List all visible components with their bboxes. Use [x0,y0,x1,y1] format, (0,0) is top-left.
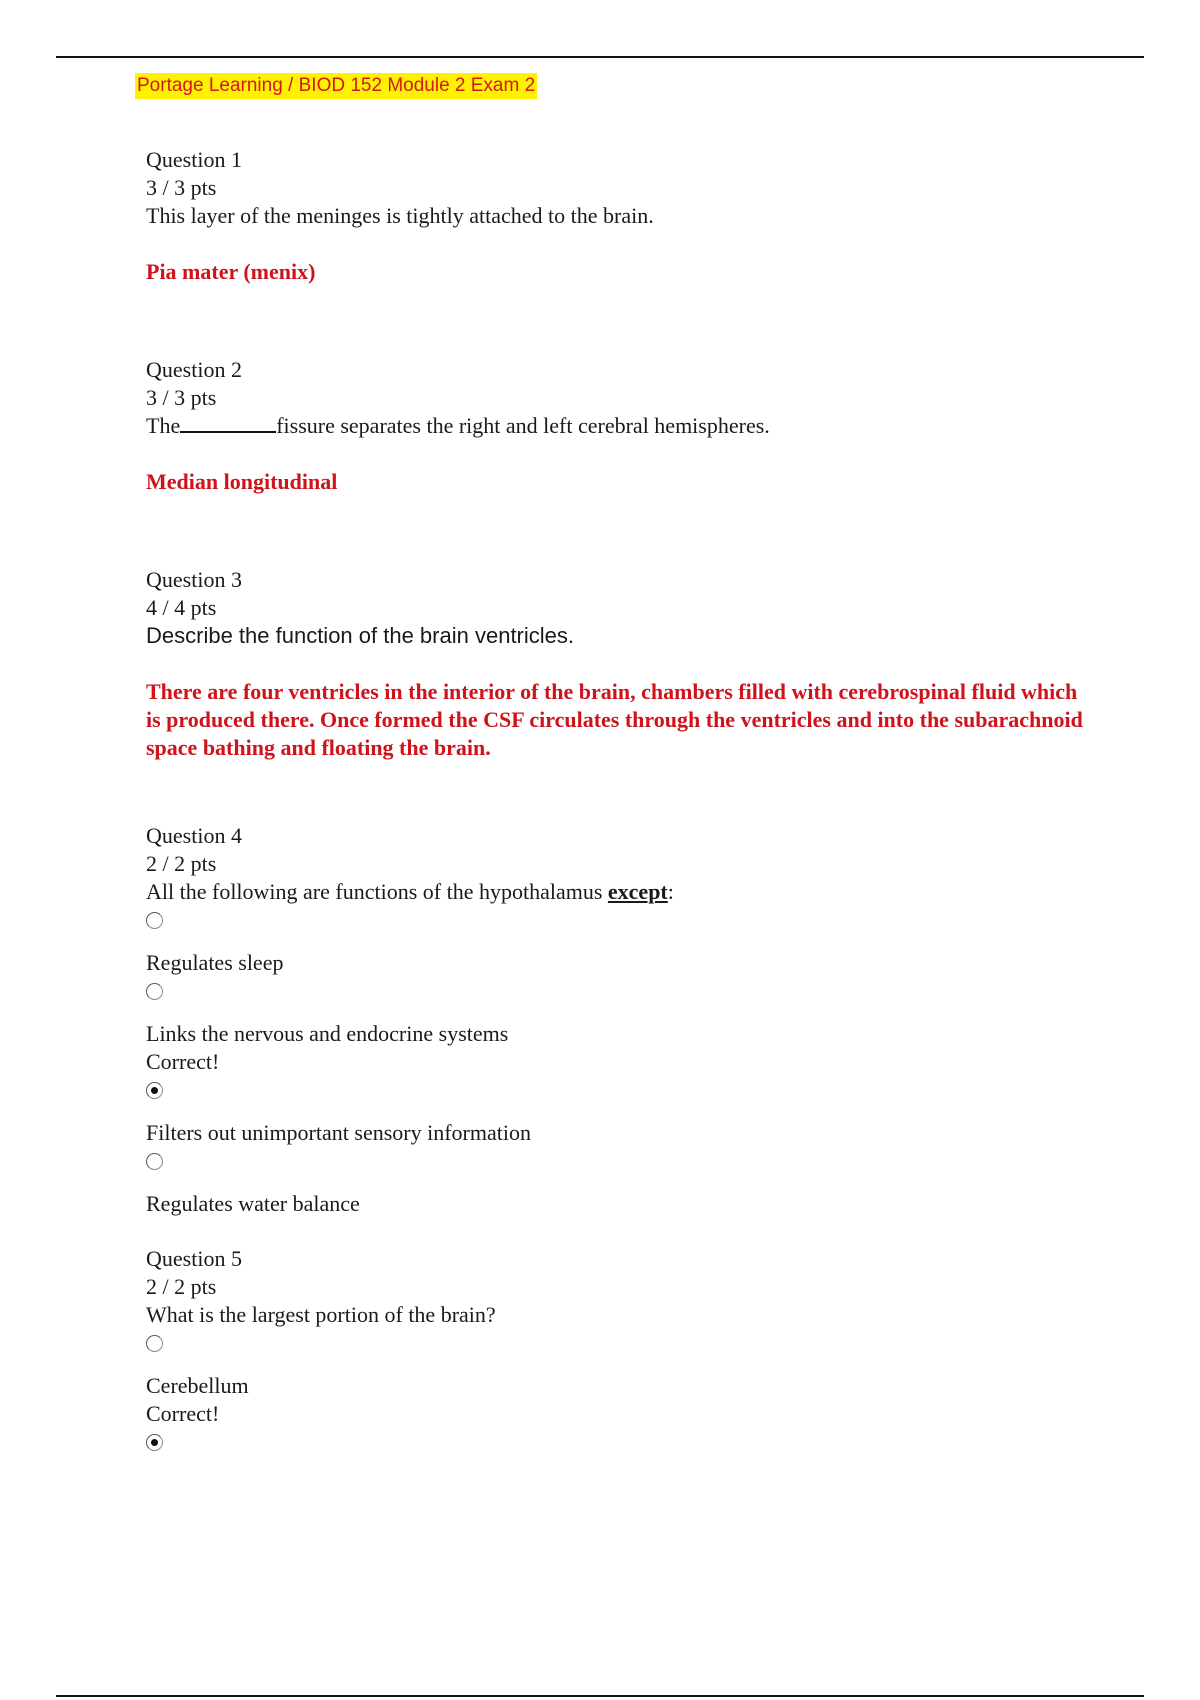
correct-indicator: Correct! [146,1049,220,1074]
question-points: 2 / 2 pts [146,851,217,876]
option-label: Regulates sleep [146,950,284,975]
option-label: Links the nervous and endocrine systems [146,1021,509,1046]
exam-content [146,146,1086,1451]
question-1 [146,146,1086,286]
question-points: 3 / 3 pts [146,385,217,410]
option-label: Cerebellum [146,1373,249,1398]
option-label: Regulates water balance [146,1191,360,1216]
question-text: This layer of the meninges is tightly attached to the brain. [146,203,654,228]
question-points: 4 / 4 pts [146,595,217,620]
radio-option-selected[interactable] [146,1434,163,1451]
radio-option[interactable] [146,912,163,929]
question-4 [146,822,1086,1218]
question-text [146,412,1086,440]
option-label: Filters out unimportant sensory information [146,1120,531,1145]
radio-option[interactable] [146,983,163,1000]
question-title: Question 2 [146,357,242,382]
question-text-after: : [667,879,674,904]
question-3 [146,566,1086,762]
answer-text: Median longitudinal [146,469,338,494]
question-points: 3 / 3 pts [146,175,217,200]
question-points: 2 / 2 pts [146,1274,217,1299]
bottom-rule [56,1695,1144,1697]
question-text-after: fissure separates the right and left cerebral hemispheres. [276,413,770,438]
question-title: Question 5 [146,1246,242,1271]
question-2 [146,356,1086,496]
question-title: Question 1 [146,147,242,172]
top-rule [56,56,1144,58]
question-5 [146,1245,1086,1451]
question-text: Describe the function of the brain ventricles. [146,623,575,648]
question-text-before: The [146,413,181,438]
emphasis-except: except [607,879,668,904]
question-title: Question 3 [146,567,242,592]
answer-text: Pia mater (menix) [146,259,316,284]
radio-option[interactable] [146,1153,163,1170]
question-title: Question 4 [146,823,242,848]
question-text-before: All the following are functions of the hypothalamus [146,879,603,904]
question-text: What is the largest portion of the brain? [146,1302,496,1327]
radio-option[interactable] [146,1335,163,1352]
question-text [146,878,1086,906]
answer-text: There are four ventricles in the interior of the brain, chambers filled with cerebrospinal fluid which is produced there. Once formed the CSF circulates through the ventricles and into the subarachnoid space bathing and floating the brain. [146,679,1083,760]
document-header: Portage Learning / BIOD 152 Module 2 Exam 2 [135,73,537,99]
fill-in-blank [180,413,276,433]
correct-indicator: Correct! [146,1401,220,1426]
radio-option-selected[interactable] [146,1082,163,1099]
